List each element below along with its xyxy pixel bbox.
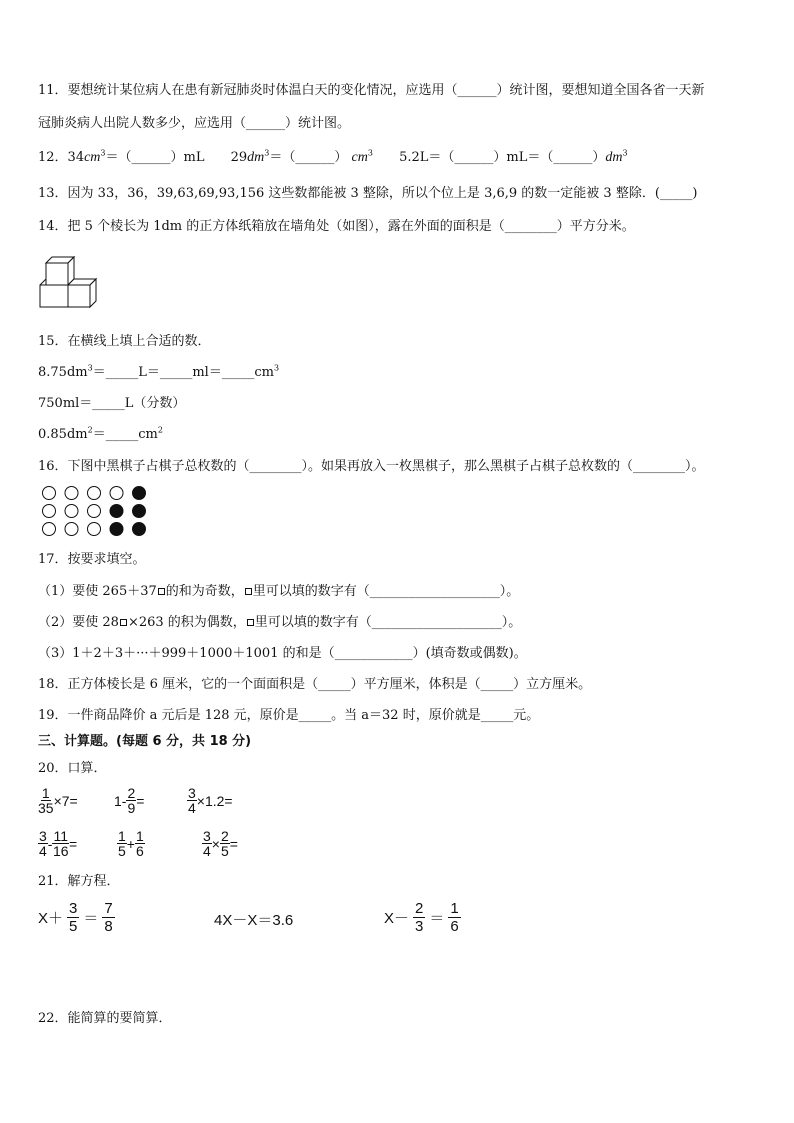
mental-calc-4: $\frac{3}{4}$ - $\frac{11}{16}$ = — [39, 828, 78, 859]
chess-pieces-grid — [42, 486, 154, 542]
question-11-line2: 冠肺炎病人出院人数多少，应选用（______）统计图。 — [38, 116, 351, 131]
white-chess-piece — [65, 523, 78, 536]
blank-box-icon — [158, 588, 165, 595]
blank-box-icon — [247, 619, 254, 626]
equation-1: X＋ 3 5 ＝ 7 8 — [38, 900, 113, 935]
white-chess-piece — [88, 505, 101, 518]
white-chess-piece — [110, 487, 123, 500]
question-21-title: 21．解方程． — [38, 874, 120, 889]
question-17-part3: （3）1＋2＋3＋···＋999＋1000＋1001 的和是（____________）(填奇数或偶数)。 — [38, 646, 527, 661]
black-chess-piece — [110, 523, 123, 536]
cube-stack-figure — [38, 254, 102, 316]
section-3-title: 三、计算题。(每题 6 分，共 18 分) — [38, 734, 252, 749]
mental-calc-6: $\frac{3}{4}$ × $\frac{2}{5}$ = — [203, 828, 238, 859]
question-15-line2: 750ml＝_____L（分数） — [38, 396, 186, 411]
equation-2: 4X－X＝3.6 — [214, 912, 294, 929]
mental-calc-2: 1- $\frac{2}{9}$ = — [114, 785, 145, 816]
question-17-part1: （1）要使 265＋37 的和为奇数， 里可以填的数字有（____________________）。 — [38, 584, 520, 599]
white-chess-piece — [65, 487, 78, 500]
question-13: 13．因为 33，36，39,63,69,93,156 这些数都能被 3 整除，所以个位上是 3,6,9 的数一定能被 3 整除．(_____) — [38, 186, 698, 201]
question-11-line1: 11．要想统计某位病人在患有新冠肺炎时体温白天的变化情况，应选用（______）统计图，要想知道全国各省一天新 — [38, 83, 705, 98]
question-15-line1: $8.75dm^3=\_\_\_\_\_L=\_\_\_\_\_ml=\_\_\_\_\_cm^3$ — [38, 363, 280, 380]
question-16: 16．下图中黑棋子占棋子总枚数的（________）。如果再放入一枚黑棋子，那么黑棋子占棋子总枚数的（________）。 — [38, 459, 705, 474]
blank-box-icon — [245, 588, 252, 595]
question-18: 18．正方体棱长是 6 厘米，它的一个面面积是（_____）平方厘米，体积是（_____）立方厘米。 — [38, 677, 592, 692]
question-19: 19．一件商品降价 a 元后是 128 元，原价是_____。当 a＝32 时，原价就是_____元。 — [38, 708, 540, 723]
question-17-part2: （2）要使 28 ×263 的积为偶数， 里可以填的数字有（____________________）。 — [38, 615, 522, 630]
white-chess-piece — [43, 505, 56, 518]
question-15-line3: $0.85dm^2=\_\_\_\_\_cm^2$ — [38, 425, 163, 442]
question-12: 12．$34cm^3=(\_\_\_\_\_\_)mL$ $29dm^3=(\_\_\_\_\_\_)$ $cm^3$ $5.2L=(\_\_\_\_\_\_)mL=(\_\_\_\_\_\_)dm^3$ — [38, 148, 628, 165]
white-chess-piece — [88, 487, 101, 500]
question-14: 14．把 5 个棱长为 1dm 的正方体纸箱放在墙角处（如图），露在外面的面积是（________）平方分米。 — [38, 219, 635, 234]
white-chess-piece — [43, 487, 56, 500]
black-chess-piece — [133, 487, 146, 500]
black-chess-piece — [133, 505, 146, 518]
equation-3: X－ 2 3 ＝ 1 6 — [384, 900, 459, 935]
white-chess-piece — [43, 523, 56, 536]
question-15-title: 15．在横线上填上合适的数． — [38, 334, 211, 349]
question-17-title: 17．按要求填空。 — [38, 552, 146, 567]
white-chess-piece — [88, 523, 101, 536]
mental-calc-1: $\frac{1}{35}$ ×7= — [38, 785, 78, 816]
black-chess-piece — [133, 523, 146, 536]
mental-calc-3: $\frac{3}{4}$ ×1.2= — [188, 785, 233, 816]
white-chess-piece — [65, 505, 78, 518]
question-22-title: 22．能简算的要简算． — [38, 1011, 172, 1026]
mental-calc-5: $\frac{1}{5}$ + $\frac{1}{6}$ — [118, 828, 144, 859]
black-chess-piece — [110, 505, 123, 518]
blank-box-icon — [120, 619, 127, 626]
question-20-title: 20．口算． — [38, 761, 107, 776]
